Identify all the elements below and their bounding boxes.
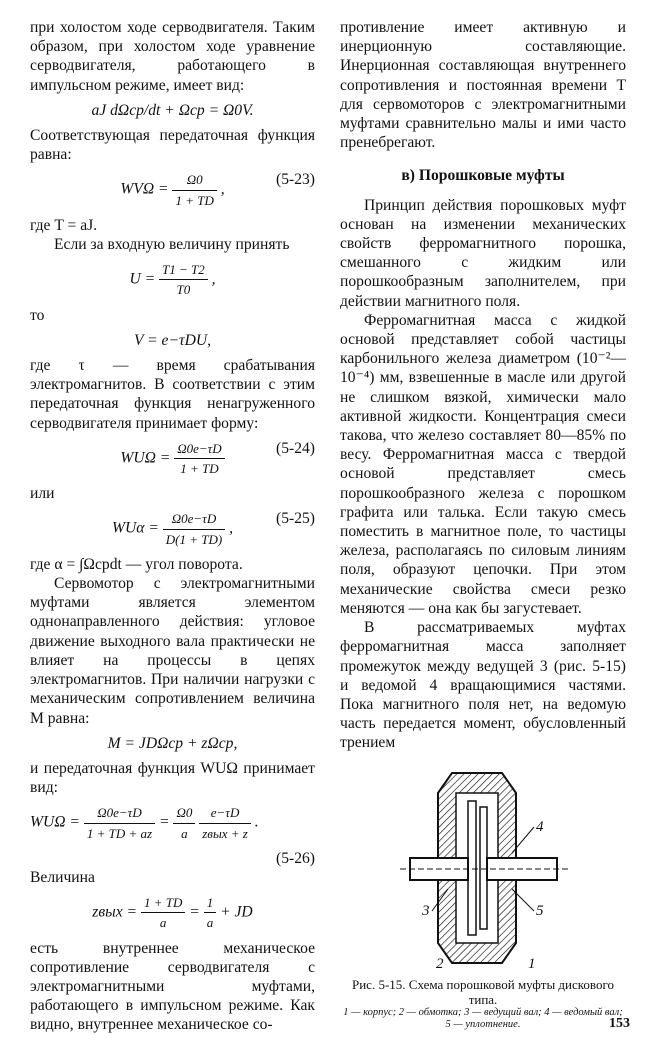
equation-number: (5-24) [276,439,315,457]
paragraph: противление имеет активную и инерционную составляющие. Инерционная составляющая внутреннего сопротивления и постоянная времени T для сервомоторов с электромагнитными муфтами сравнительно малы и ими часто пренебрегают. [340,19,626,152]
denominator: T0 [176,282,191,298]
denominator: 1 + TD + az [86,825,153,841]
formula: U = $\frac{T1 - T2}{T0}$ , [30,260,315,299]
paragraph: где α = ∫Ωcpdt — угол поворота. [30,555,243,573]
label-1: 1 [528,955,536,972]
formula-lhs: WVΩ = [120,180,169,198]
numerator: Ω0 [173,803,195,823]
paragraph: Сервомотор с электромагнитными муфтами является элементом однонаправленного действия: угловое движение выходного вала практически не влияет на процессы в цепях электромагнитов. При наличии нагрузки с механическим сопротивлением величина M равна: [30,575,315,727]
fraction [141,893,185,932]
denominator: a [159,915,167,931]
paragraph: В рассматриваемых муфтах ферромагнитная масса заполняет промежуток между ведущей 3 (рис. 5-15) и ведомой 4 вращающимися частями. Пока магнитного поля нет, на ведомую часть передается момент, обусловленный трением [340,619,626,752]
section-heading: в) Порошковые муфты [401,167,565,185]
denominator: zвых + z [202,825,248,841]
paragraph: Принцип действия порошковых муфт основан на изменении механических свойств ферромагнитного порошка, смешанного с жидким или порошкообразным заполнителем, при действии магнитного поля. [340,196,626,310]
equation-number: (5-26) [276,849,315,867]
fraction [199,803,251,842]
formula: V = e−τDU, [133,331,211,349]
numerator: Ω0 [172,170,216,190]
clutch-diagram [340,763,626,973]
formula [30,893,315,932]
denominator: 1 + TD [175,192,214,208]
paragraph: где τ — время срабатывания электромагнитов. В соответствии с этим передаточная функция ненагруженного серводвигателя принимает форму: [30,357,315,432]
fraction [174,439,224,478]
formula: aJ dΩcp/dt + Ωcp = Ω0V. [91,101,254,119]
paragraph: то [30,306,45,324]
numerator: Ω0e−τD [84,803,155,823]
denominator: 1 + TD [180,461,219,477]
formula-5-24 [30,439,315,478]
formula-lhs: zвых = [92,903,138,921]
formula: M = JDΩcp + zΩcp, [107,734,238,752]
formula-lhs: WUα = [112,519,159,537]
right-column [340,18,626,1031]
numerator: Ω0e−τD [163,509,225,529]
left-column [30,18,315,1035]
figure-legend: 1 — корпус; 2 — обмотка; 3 — ведущий вал; 4 — ведомый вал; 5 — уплотнение. [343,1006,623,1030]
fraction [204,893,217,932]
page-number: 153 [609,1016,630,1031]
fraction [159,260,208,299]
numerator: 1 [204,893,217,913]
denominator: a [181,825,188,841]
label-5: 5 [536,902,544,919]
paragraph: и передаточная функция WUΩ принимает вид: [30,759,315,797]
equation-number: (5-23) [276,171,315,189]
formula-5-26: WUΩ = $\frac{\Omega 0e-\tau D}{1 + TD + az}$ = $\frac{\Omega 0}{a}$ $\frac{e-\tau D}{\text{zвых + z}}$ . [30,803,315,842]
formula-5-23: WVΩ = $\frac{\Omega 0}{1 + TD}$ , (5-23) [30,170,315,209]
paragraph: Величина [30,868,95,886]
paragraph: или [30,485,55,503]
equals-sign: = [189,903,200,921]
numerator: e−τD [199,803,251,823]
label-2: 2 [436,955,444,972]
formula-lhs: U = [129,270,156,288]
paragraph: Соответствующая передаточная функция равна: [30,127,315,164]
figure-5-15 [340,763,626,973]
fraction [163,509,225,548]
fraction [84,803,155,842]
numerator: 1 + TD [141,893,185,913]
paragraph: Если за входную величину принять [54,236,290,254]
fraction [172,170,216,209]
label-3: 3 [422,902,430,919]
fraction [173,803,195,842]
figure-caption: Рис. 5-15. Схема порошковой муфты дискового типа. [352,976,614,1007]
denominator: D(1 + TD) [165,531,223,547]
paragraph: Ферромагнитная масса с жидкой основой представляет собой частицы карбонильного железа диаметром (10⁻²—10⁻⁴) мм, взвешенные в масле или другой не слишком вязкой, химически мало активной жидкости. Концентрация смеси такова, что железо составляет 80—85% по весу. Ферромагнитная масса с твердой основой представляет смесь порошкообразного железа с порошком графита или талька. Если такую смесь поместить в магнитное поле, то частицы железа, располагаясь по силовым линиям поля, образуют цепочки. При этом механические свойства смеси резко меняются — она как бы загустевает. [340,311,626,617]
denominator: a [206,915,214,931]
paragraph: есть внутреннее механическое сопротивление серводвигателя с электромагнитными муфтами, работающего в импульсном режиме. Как видно, внутреннее механическое со- [30,939,315,1034]
equation-number: (5-25) [276,510,315,528]
numerator: T1 − T2 [159,260,208,280]
label-4: 4 [536,818,544,835]
numerator: Ω0e−τD [174,439,224,459]
formula-lhs: WUΩ = [120,449,171,467]
equals-sign: = [159,813,170,831]
formula-tail: + JD [220,903,253,921]
formula-lhs: WUΩ = [30,813,80,831]
formula-5-25: WUα = $\frac{\Omega 0e-\tau D}{D(1 + TD)}$ , (5-25) [30,509,315,548]
paragraph: где T = aJ. [30,216,98,234]
paragraph: при холостом ходе серводвигателя. Таким образом, при холостом ходе уравнение серводвигателя, работающего в импульсном режиме, имеет вид: [30,19,315,94]
